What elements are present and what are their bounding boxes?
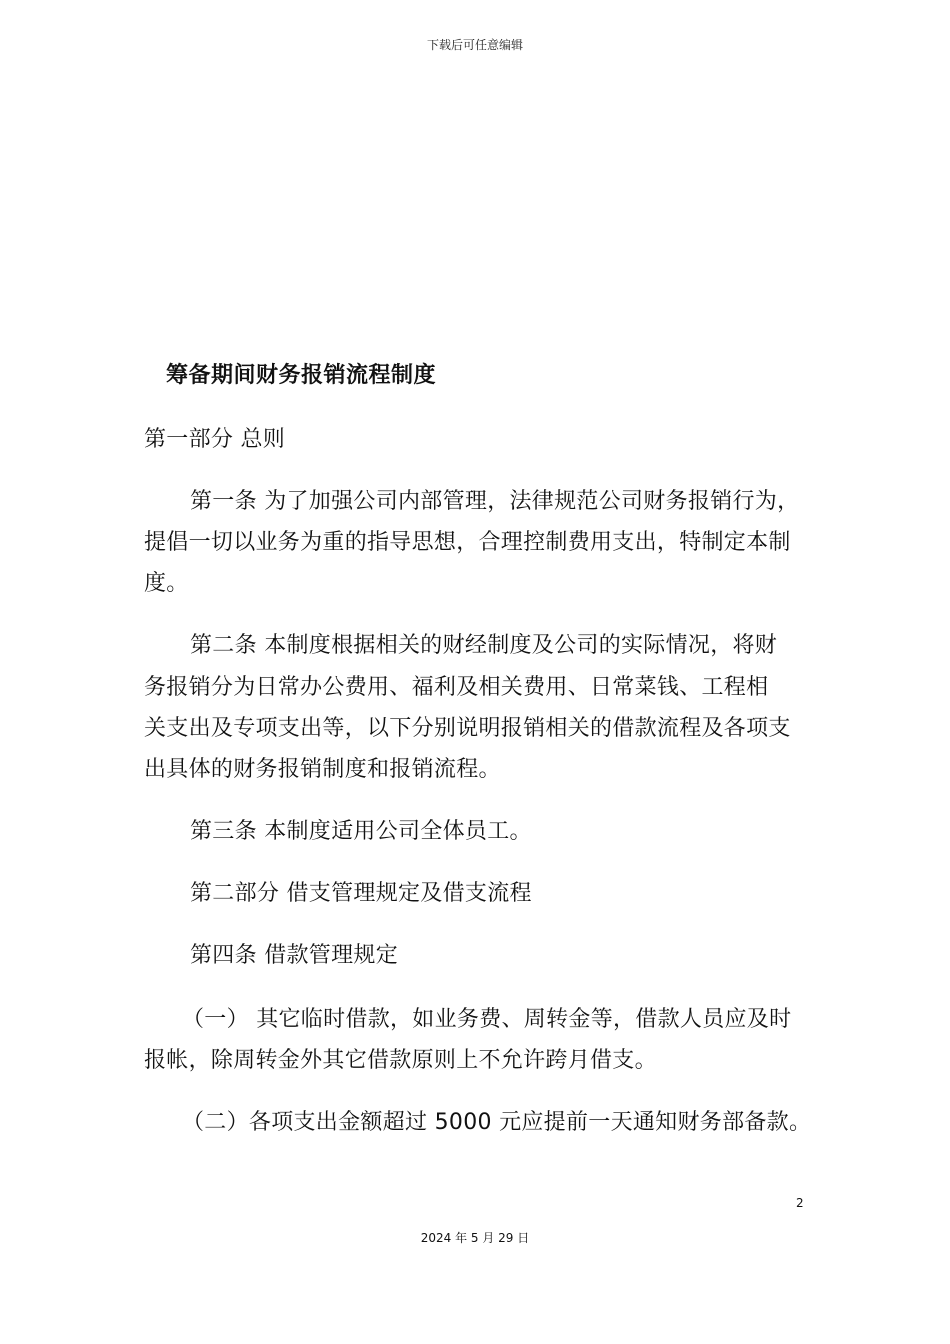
footer-date: 2024 年 5 月 29 日 (420, 1231, 530, 1245)
article1-line2: 提倡一切以业务为重的指导思想，合理控制费用支出，特制定本制 (144, 530, 791, 555)
article4: 第四条 借款管理规定 (190, 943, 398, 968)
part2-heading: 第二部分 借支管理规定及借支流程 (190, 881, 532, 906)
item1-line2: 报帐，除周转金外其它借款原则上不允许跨月借支。 (144, 1048, 657, 1073)
article2-line1: 第二条 本制度根据相关的财经制度及公司的实际情况，将财 (190, 633, 778, 658)
article2-line4: 出具体的财务报销制度和报销流程。 (144, 757, 501, 782)
article1-line1: 第一条 为了加强公司内部管理，法律规范公司财务报销行为， (190, 489, 800, 514)
item2: （二）各项支出金额超过 5000 元应提前一天通知财务部备款。 (182, 1110, 812, 1135)
article3: 第三条 本制度适用公司全体员工。 (190, 819, 532, 844)
article2-line2: 务报销分为日常办公费用、福利及相关费用、日常菜钱、工程相 (144, 675, 769, 700)
header-note: 下载后可任意编辑 (426, 38, 523, 52)
part1-heading: 第一部分 总则 (144, 427, 286, 452)
article1-line3: 度。 (144, 571, 189, 596)
article2-line3: 关支出及专项支出等，以下分别说明报销相关的借款流程及各项支 (144, 716, 791, 741)
page-number: 2 (796, 1196, 804, 1210)
document-title: 筹备期间财务报销流程制度 (166, 363, 437, 388)
item1-line1: （一） 其它临时借款，如业务费、周转金等，借款人员应及时 (182, 1007, 792, 1032)
